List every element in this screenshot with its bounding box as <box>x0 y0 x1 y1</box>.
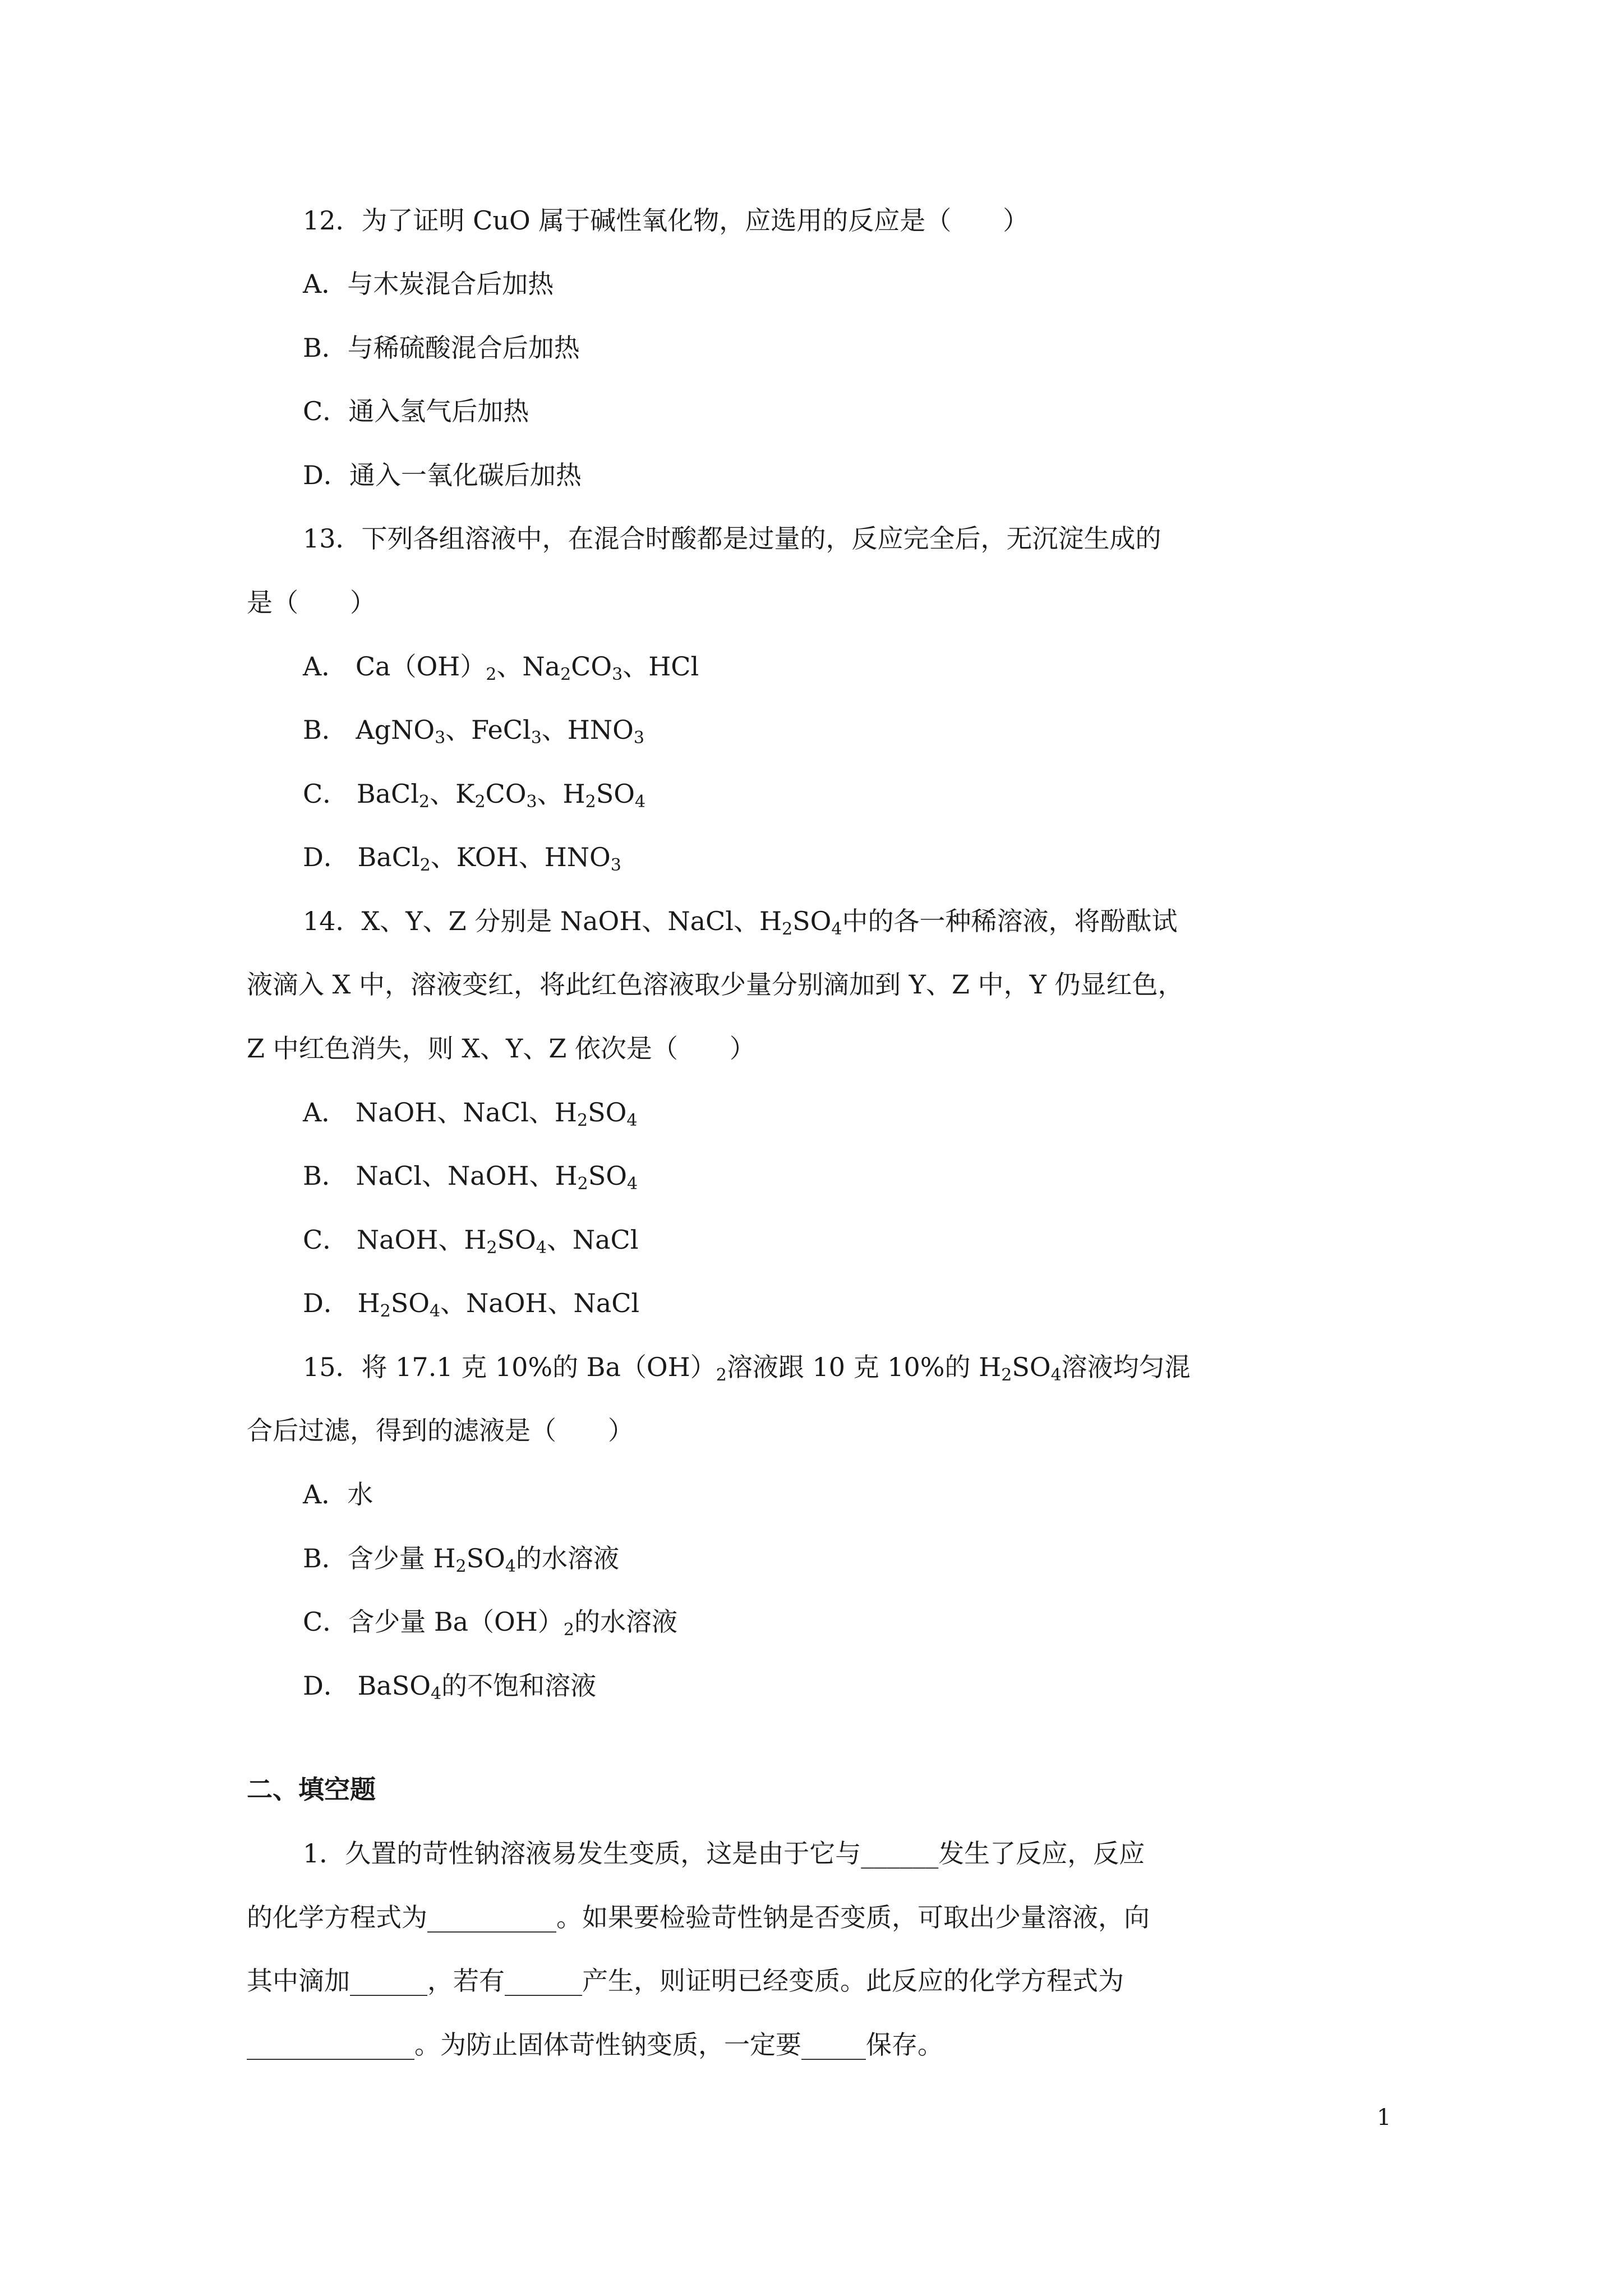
q15-option-d: D． BaSO$_4$的不饱和溶液 <box>303 1671 597 1704</box>
q14-option-b: B． NaCl、NaOH、$H_2SO_4$ <box>303 1161 638 1194</box>
q14-stem-line2: 液滴入 X 中，溶液变红，将此红色溶液取少量分别滴加到 Y、Z 中，Y 仍显红色， <box>247 969 1184 1000</box>
q15-option-a: A．水 <box>303 1479 374 1510</box>
q13-option-b: B． AgNO$_3$、FeCl$_3$、$HNO_3$ <box>303 715 644 748</box>
q13-stem-line2: 是（ ） <box>247 587 376 618</box>
q14-option-c: C． NaOH、$H_2SO_4$、NaCl <box>303 1225 639 1258</box>
fill-q1-line1: 1．久置的苛性钠溶液易发生变质，这是由于它与______发生了反应，反应 <box>303 1838 1145 1869</box>
page-number: 1 <box>1377 2105 1391 2131</box>
q12-option-a: A．与木炭混合后加热 <box>303 269 554 299</box>
q13-option-c: C． BaCl$_2$、$K_2CO_3$、$H_2SO_4$ <box>303 779 646 812</box>
q14-stem-line1: 14．X、Y、Z 分别是 NaOH、NaCl、$H_2SO_4$中的各一种稀溶液，将酚酞试 <box>303 906 1178 939</box>
section-heading: 二、填空题 <box>247 1774 376 1805</box>
q13-stem-line1: 13．下列各组溶液中，在混合时酸都是过量的，反应完全后，无沉淀生成的 <box>303 523 1161 554</box>
q12-stem: 12．为了证明 CuO 属于碱性氧化物，应选用的反应是（ ） <box>303 205 1029 236</box>
q13-option-d: D． BaCl$_2$、KOH、$HNO_3$ <box>303 842 621 875</box>
q14-option-a: A． NaOH、NaCl、$H_2SO_4$ <box>303 1097 638 1130</box>
q13-option-a: A． $Ca(OH)_2$、$Na_2CO_3$、HCl <box>303 651 699 684</box>
q12-option-d: D．通入一氧化碳后加热 <box>303 460 582 490</box>
q15-stem-line2: 合后过滤，得到的滤液是（ ） <box>247 1415 634 1446</box>
fill-q1-line3: 其中滴加______，若有______产生，则证明已经变质。此反应的化学方程式为 <box>247 1966 1124 1996</box>
q15-option-c: C．含少量 $Ba(OH)_2$的水溶液 <box>303 1607 677 1640</box>
q15-option-b: B．含少量 $H_2SO_4$的水溶液 <box>303 1543 619 1576</box>
fill-q1-line4: _____________。为防止固体苛性钠变质，一定要_____保存。 <box>247 2030 943 2060</box>
q12-option-b: B．与稀硫酸混合后加热 <box>303 333 580 363</box>
q15-stem-line1: 15．将 17.1 克 10%的 $Ba(OH)_2$溶液跟 10 克 10%的 $H_2SO_4$溶液均匀混 <box>303 1352 1191 1385</box>
q14-stem-line3: Z 中红色消失，则 X、Y、Z 依次是（ ） <box>247 1033 755 1064</box>
q12-option-c: C．通入氢气后加热 <box>303 396 529 426</box>
fill-q1-line2: 的化学方程式为__________。如果要检验苛性钠是否变质，可取出少量溶液，向 <box>247 1902 1150 1932</box>
q14-option-d: D． $H_2SO_4$、NaOH、NaCl <box>303 1288 640 1321</box>
